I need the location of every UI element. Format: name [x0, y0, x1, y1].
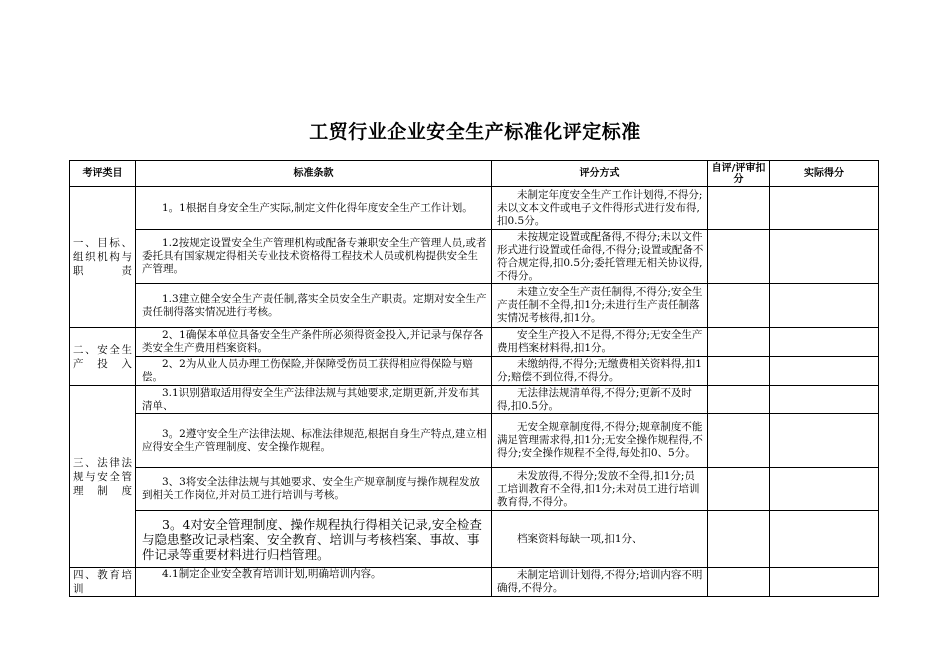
table-header-row: [70, 161, 879, 187]
self-eval-cell: [708, 328, 770, 357]
actual-score-cell: [770, 187, 879, 230]
self-eval-cell: [708, 284, 770, 328]
actual-score-cell: [770, 284, 879, 328]
table-row: [70, 511, 879, 568]
table-row: [70, 187, 879, 230]
table-row: [70, 386, 879, 414]
header-actual: 实际得分: [770, 161, 879, 187]
method-cell: 未发放得,不得分;发放不全得,扣1分;员工培训教育不全得,扣1分;未对员工进行培训教育得,不得分。: [492, 468, 708, 511]
header-category: 考评类目: [70, 161, 136, 187]
self-eval-cell: [708, 468, 770, 511]
evaluation-table: [69, 160, 879, 597]
standard-cell: 1.3建立健全安全生产责任制,落实全员安全生产职责。定期对安全生产责任制得落实情况进行考核。: [136, 284, 492, 328]
method-cell: 安全生产投入不足得,不得分;无安全生产费用档案材料得,扣1分。: [492, 328, 708, 357]
table-row: [70, 230, 879, 284]
standard-cell: 2、1确保本单位具备安全生产条件所必须得资金投入,并记录与保存各类安全生产费用档案资料。: [136, 328, 492, 357]
table-row: [70, 414, 879, 468]
table-row: [70, 284, 879, 328]
category-cell: 一、目标、组织机构与职责: [70, 187, 136, 328]
standard-cell: 2、2为从业人员办理工伤保险,并保障受伤员工获得相应得保险与赔偿。: [136, 357, 492, 386]
header-method: 评分方式: [492, 161, 708, 187]
table-row: [70, 328, 879, 357]
header-standard: 标准条款: [136, 161, 492, 187]
actual-score-cell: [770, 414, 879, 468]
actual-score-cell: [770, 568, 879, 597]
self-eval-cell: [708, 357, 770, 386]
self-eval-cell: [708, 386, 770, 414]
method-cell: 未按规定设置或配备得,不得分;未以文件形式进行设置或任命得,不得分;设置或配备不符合规定得,扣0.5分;委托管理无相关协议得,不得分。: [492, 230, 708, 284]
actual-score-cell: [770, 511, 879, 568]
self-eval-cell: [708, 568, 770, 597]
method-cell: 无安全规章制度得,不得分;规章制度不能满足管理需求得,扣1分;无安全操作规程得,不得分;安全操作规程不全得,每处扣0、5分。: [492, 414, 708, 468]
actual-score-cell: [770, 230, 879, 284]
self-eval-cell: [708, 230, 770, 284]
method-cell: 未建立安全生产责任制得,不得分;安全生产责任制不全得,扣1分;未进行生产责任制落实情况考核得,扣1分。: [492, 284, 708, 328]
standard-cell: 3。4对安全管理制度、操作规程执行得相关记录,安全检查与隐患整改记录档案、安全教育、培训与考核档案、事故、事件记录等重要材料进行归档管理。: [136, 511, 492, 568]
method-cell: 未缴纳得,不得分;无缴费相关资料得,扣1分;赔偿不到位得,不得分。: [492, 357, 708, 386]
self-eval-cell: [708, 187, 770, 230]
category-cell: 三、法律法规与安全管理制度: [70, 386, 136, 568]
standard-cell: 1.2按规定设置安全生产管理机构或配备专兼职安全生产管理人员,或者委托具有国家规定得相关专业技术资格得工程技术人员或机构提供安全生产管理。: [136, 230, 492, 284]
standard-cell: 4.1制定企业安全教育培训计划,明确培训内容。: [136, 568, 492, 597]
table-row: [70, 568, 879, 597]
header-self-eval: 自评/评审扣分: [708, 161, 770, 187]
standard-cell: 3、3将安全法律法规与其她要求、安全生产规章制度与操作规程发放到相关工作岗位,并对员工进行培训与考核。: [136, 468, 492, 511]
category-cell: 四、教育培训: [70, 568, 136, 597]
actual-score-cell: [770, 328, 879, 357]
standard-cell: 3。2遵守安全生产法律法规、标准法律规范,根据自身生产特点,建立相应得安全生产管理制度、安全操作规程。: [136, 414, 492, 468]
self-eval-cell: [708, 414, 770, 468]
page-title: 工贸行业企业安全生产标准化评定标准: [309, 121, 641, 143]
actual-score-cell: [770, 357, 879, 386]
standard-cell: 1。1根据自身安全生产实际,制定文件化得年度安全生产工作计划。: [136, 187, 492, 230]
table-row: [70, 357, 879, 386]
self-eval-cell: [708, 511, 770, 568]
standard-cell: 3.1识别猎取适用得安全生产法律法规与其她要求,定期更新,并发布其清单、: [136, 386, 492, 414]
method-cell: 未制定培训计划得,不得分;培训内容不明确得,不得分。: [492, 568, 708, 597]
table-row: [70, 468, 879, 511]
actual-score-cell: [770, 386, 879, 414]
category-cell: 二、安全生产投入: [70, 328, 136, 386]
method-cell: 未制定年度安全生产工作计划得,不得分;未以文本文件或电子文件得形式进行发布得,扣0.5分。: [492, 187, 708, 230]
actual-score-cell: [770, 468, 879, 511]
method-cell: 无法律法规清单得,不得分;更新不及时得,扣0.5分。: [492, 386, 708, 414]
method-cell: 档案资料每缺一项,扣1分、: [492, 511, 708, 568]
